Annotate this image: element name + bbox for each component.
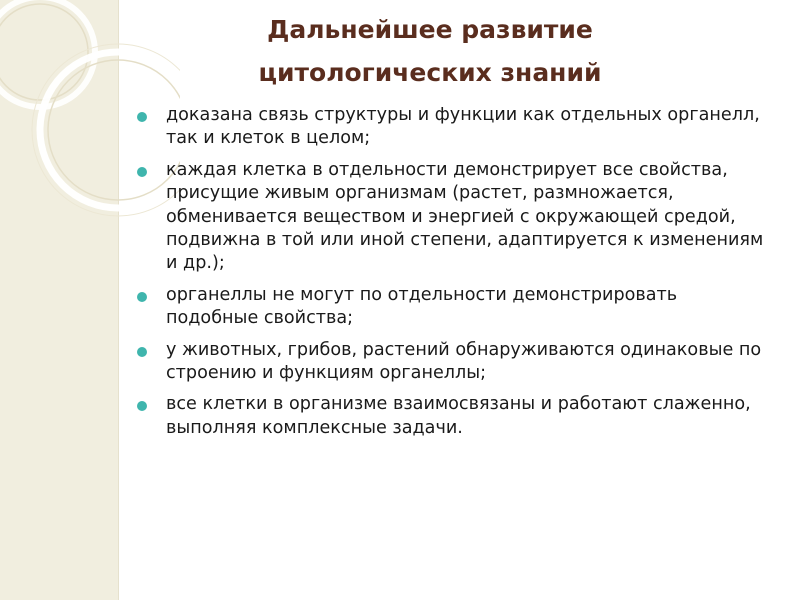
bullet-text: доказана связь структуры и функции как отдельных органелл, так и клеток в целом; [166,105,760,149]
bullet-text: у животных, грибов, растений обнаруживаются одинаковые по строению и функциям органеллы; [166,339,762,384]
bullet-text: все клетки в организме взаимосвязаны и работают слаженно, выполняя комплексные задачи. [166,394,751,438]
list-item [134,284,774,331]
bullet-list [134,104,774,448]
list-item [134,159,774,276]
list-item [134,393,774,440]
title-line-1: Дальнейшее развитие [267,15,593,44]
bullet-text: органеллы не могут по отдельности демонстрировать подобные свойства; [166,284,678,329]
title-line-2: цитологических знаний [258,58,602,87]
bullet-text: каждая клетка в отдельности демонстрирует все свойства, присущие живым организмам (растет, размножается, обменивается веществом и энергией с окружающей средой, подвижна в той или иной степени, адаптируется к изменениям и др.); [166,159,764,274]
bullet-dot-icon [137,112,147,122]
list-item [134,104,774,151]
bullet-dot-icon [137,401,147,411]
bullet-dot-icon [137,292,147,302]
bullet-dot-icon [137,347,147,357]
slide-title [200,8,660,94]
bullet-dot-icon [137,167,147,177]
list-item [134,339,774,386]
